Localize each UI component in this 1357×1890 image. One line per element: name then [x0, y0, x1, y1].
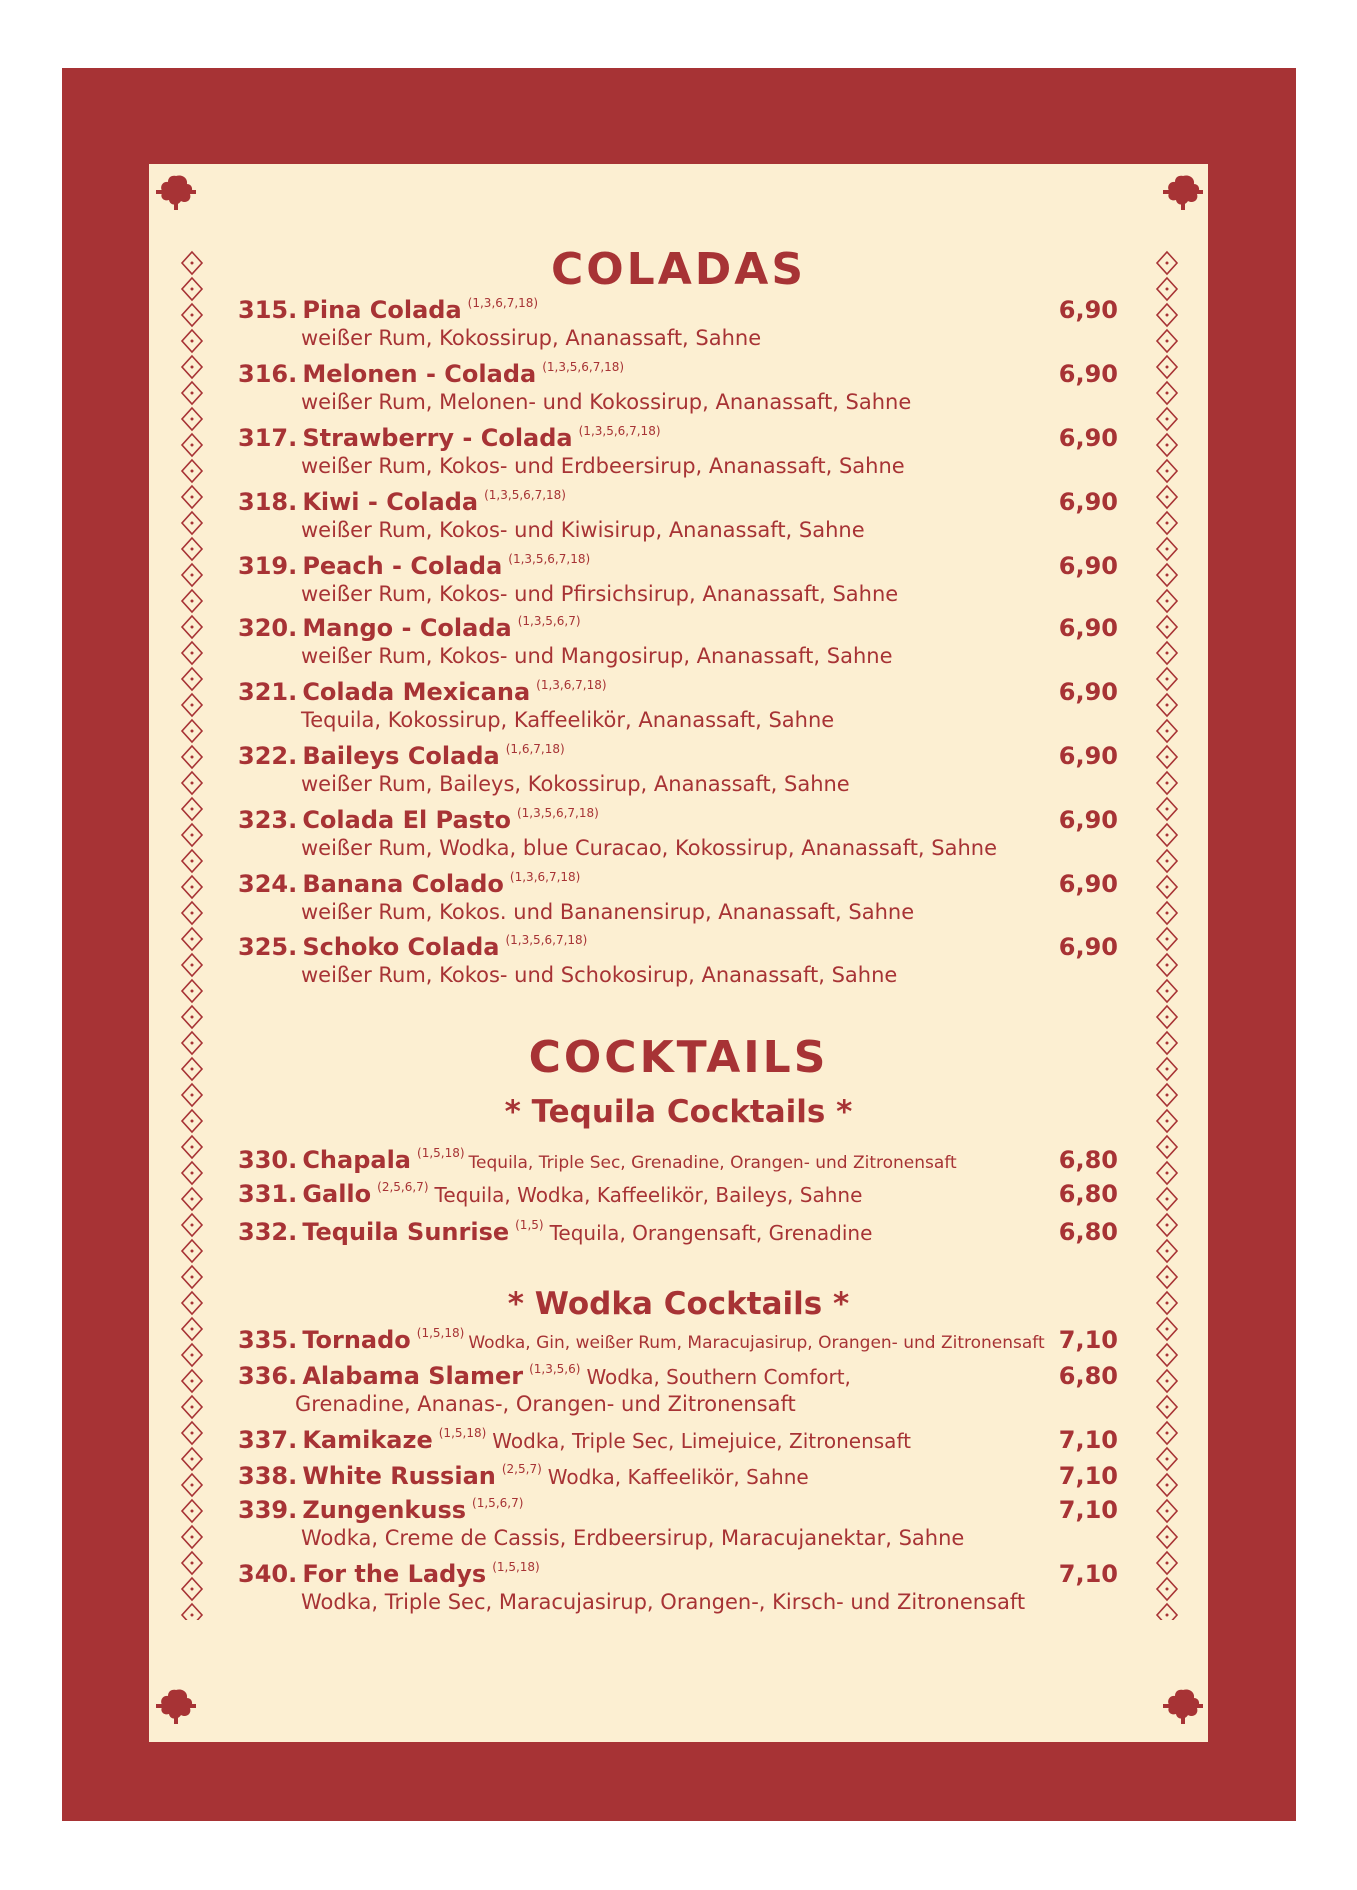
item-name: Baileys Colada	[302, 742, 500, 770]
item-name: Strawberry - Colada	[302, 424, 573, 452]
menu-item-line	[238, 1180, 1118, 1214]
item-name: Colada Mexicana	[302, 678, 531, 706]
item-name: Chapala	[302, 1146, 412, 1174]
menu-item	[238, 870, 1118, 924]
menu-item-line	[238, 1462, 1118, 1496]
menu-item	[238, 296, 1118, 350]
item-number: 317.	[238, 424, 298, 452]
menu-item	[238, 742, 1118, 796]
item-name: For the Ladys	[302, 1560, 487, 1588]
item-name: Mango - Colada	[302, 614, 512, 642]
menu-item-line	[238, 1326, 1118, 1360]
tequila-subheading: * Tequila Cocktails *	[504, 1094, 853, 1130]
allergen-codes: (1,3,5,6,7,18)	[578, 424, 661, 438]
item-description: Grenadine, Ananas-, Orangen- und Zitronensaft	[295, 1392, 796, 1416]
menu-item-line	[238, 933, 1118, 967]
allergen-codes: (1,5,18)	[438, 1426, 487, 1440]
item-description: Tequila, Wodka, Kaffeelikör, Baileys, Sahne	[434, 1183, 863, 1207]
item-number: 319.	[238, 552, 298, 580]
item-price: 6,90	[1058, 806, 1118, 834]
allergen-codes: (1,3,5,6)	[529, 1362, 581, 1376]
menu-item	[238, 1218, 1118, 1252]
item-number: 320.	[238, 614, 298, 642]
item-description: Wodka, Creme de Cassis, Erdbeersirup, Maracujanektar, Sahne	[301, 1526, 965, 1550]
item-description: Wodka, Triple Sec, Limejuice, Zitronensaft	[492, 1429, 911, 1453]
item-description: weißer Rum, Kokos- und Mangosirup, Ananassaft, Sahne	[301, 644, 893, 668]
menu-item-line	[238, 742, 1118, 776]
item-description: weißer Rum, Kokos- und Kiwisirup, Ananassaft, Sahne	[301, 518, 865, 542]
menu-item	[238, 806, 1118, 860]
item-price: 6,80	[1058, 1362, 1118, 1390]
item-number: 337.	[238, 1426, 298, 1454]
item-description: Wodka, Gin, weißer Rum, Maracujasirup, Orangen- und Zitronensaft	[468, 1333, 1045, 1353]
item-description: weißer Rum, Kokos- und Schokosirup, Ananassaft, Sahne	[301, 963, 898, 987]
item-price: 6,80	[1058, 1218, 1118, 1246]
menu-item	[238, 1496, 1118, 1550]
allergen-codes: (1,3,5,6,7,18)	[484, 488, 566, 502]
item-description: weißer Rum, Baileys, Kokossirup, Ananassaft, Sahne	[301, 772, 850, 796]
menu-item-line	[238, 1146, 1118, 1180]
item-description: Wodka, Triple Sec, Maracujasirup, Orangen-, Kirsch- und Zitronensaft	[301, 1590, 1026, 1614]
menu-item	[238, 360, 1118, 414]
item-price: 6,90	[1058, 678, 1118, 706]
allergen-codes: (1,6,7,18)	[505, 742, 565, 756]
item-price: 7,10	[1058, 1462, 1118, 1490]
item-price: 7,10	[1058, 1426, 1118, 1454]
item-number: 340.	[238, 1560, 298, 1588]
menu-item-line	[238, 552, 1118, 586]
item-name: Melonen - Colada	[302, 360, 537, 388]
item-price: 7,10	[1058, 1496, 1118, 1524]
item-price: 6,90	[1058, 424, 1118, 452]
item-price: 6,90	[1058, 552, 1118, 580]
item-name: White Russian	[302, 1462, 496, 1490]
menu-item-line	[238, 1362, 1118, 1396]
allergen-codes: (1,3,6,7,18)	[509, 870, 581, 884]
item-price: 6,90	[1058, 360, 1118, 388]
menu-item-line	[238, 614, 1118, 648]
menu-item-line	[238, 1496, 1118, 1530]
item-number: 325.	[238, 933, 298, 961]
item-price: 6,90	[1058, 933, 1118, 961]
allergen-codes: (1,5,18)	[492, 1560, 540, 1574]
menu-item	[238, 1146, 1118, 1180]
item-number: 322.	[238, 742, 298, 770]
item-name: Alabama Slamer	[302, 1362, 524, 1390]
allergen-codes: (2,5,7)	[501, 1462, 542, 1476]
menu-item	[238, 933, 1118, 987]
item-price: 6,90	[1058, 742, 1118, 770]
item-name: Schoko Colada	[302, 933, 500, 961]
menu-item-line	[238, 296, 1118, 330]
item-number: 330.	[238, 1146, 298, 1174]
item-name: Tequila Sunrise	[302, 1218, 510, 1246]
item-number: 332.	[238, 1218, 298, 1246]
item-description: Tequila, Kokossirup, Kaffeelikör, Ananassaft, Sahne	[301, 708, 835, 732]
allergen-codes: (1,3,5,6,7)	[517, 614, 581, 628]
allergen-codes: (1,5,18)	[417, 1146, 465, 1160]
item-number: 331.	[238, 1180, 298, 1208]
item-name: Kamikaze	[302, 1426, 433, 1454]
menu-item	[238, 614, 1118, 668]
allergen-codes: (1,5,18)	[416, 1326, 465, 1340]
item-description: weißer Rum, Kokos. und Bananensirup, Ananassaft, Sahne	[301, 900, 915, 924]
menu-item-line	[238, 1560, 1118, 1594]
item-description: Tequila, Triple Sec, Grenadine, Orangen- und Zitronensaft	[468, 1153, 957, 1173]
item-description: weißer Rum, Melonen- und Kokossirup, Ananassaft, Sahne	[301, 390, 912, 414]
item-description: weißer Rum, Kokossirup, Ananassaft, Sahne	[301, 326, 762, 350]
menu-item	[238, 424, 1118, 478]
item-number: 315.	[238, 296, 298, 324]
allergen-codes: (1,5)	[515, 1218, 544, 1232]
item-number: 339.	[238, 1496, 298, 1524]
menu-item-line	[238, 424, 1118, 458]
item-price: 6,80	[1058, 1146, 1118, 1174]
menu-item	[238, 678, 1118, 732]
allergen-codes: (1,3,6,7,18)	[536, 678, 607, 692]
menu-item-line	[238, 806, 1118, 840]
menu-item-line	[238, 678, 1118, 712]
item-description: Wodka, Kaffeelikör, Sahne	[547, 1465, 809, 1489]
menu-item	[238, 552, 1118, 606]
item-name: Pina Colada	[302, 296, 462, 324]
item-description: weißer Rum, Kokos- und Erdbeersirup, Ananassaft, Sahne	[301, 454, 905, 478]
allergen-codes: (2,5,6,7)	[377, 1180, 429, 1194]
item-name: Banana Colado	[302, 870, 504, 898]
allergen-codes: (1,5,6,7)	[472, 1496, 524, 1510]
menu-item-line	[238, 1218, 1118, 1252]
item-price: 7,10	[1058, 1560, 1118, 1588]
item-description: weißer Rum, Wodka, blue Curacao, Kokossirup, Ananassaft, Sahne	[301, 836, 998, 860]
item-number: 321.	[238, 678, 298, 706]
allergen-codes: (1,3,5,6,7,18)	[508, 552, 591, 566]
item-number: 335.	[238, 1326, 298, 1354]
item-number: 323.	[238, 806, 298, 834]
item-price: 6,90	[1058, 870, 1118, 898]
item-price: 6,80	[1058, 1180, 1118, 1208]
item-name: Tornado	[302, 1326, 411, 1354]
coladas-heading: COLADAS	[550, 244, 807, 295]
allergen-codes: (1,3,6,7,18)	[467, 296, 539, 310]
item-price: 6,90	[1058, 614, 1118, 642]
item-description: weißer Rum, Kokos- und Pfirsichsirup, Ananassaft, Sahne	[301, 582, 899, 606]
item-name: Gallo	[302, 1180, 372, 1208]
allergen-codes: (1,3,5,6,7,18)	[505, 933, 588, 947]
wodka-subheading: * Wodka Cocktails *	[507, 1286, 850, 1322]
item-number: 336.	[238, 1362, 298, 1390]
menu-item	[238, 1426, 1118, 1460]
cocktails-heading: COCKTAILS	[528, 1032, 829, 1083]
allergen-codes: (1,3,5,6,7,18)	[542, 360, 625, 374]
item-name: Colada El Pasto	[302, 806, 511, 834]
item-number: 324.	[238, 870, 298, 898]
menu-item	[238, 1180, 1118, 1214]
item-number: 338.	[238, 1462, 298, 1490]
menu-item-line	[238, 870, 1118, 904]
item-number: 318.	[238, 488, 298, 516]
item-name: Peach - Colada	[302, 552, 503, 580]
item-number: 316.	[238, 360, 298, 388]
menu-item-line	[238, 360, 1118, 394]
menu-item	[238, 1326, 1118, 1360]
menu-item	[238, 1560, 1118, 1614]
item-price: 6,90	[1058, 296, 1118, 324]
item-description: Wodka, Southern Comfort,	[586, 1365, 851, 1389]
item-name: Zungenkuss	[302, 1496, 467, 1524]
item-price: 6,90	[1058, 488, 1118, 516]
menu-item	[238, 488, 1118, 542]
item-name: Kiwi - Colada	[302, 488, 479, 516]
menu-item	[238, 1462, 1118, 1496]
menu-item-line	[238, 488, 1118, 522]
menu-item	[238, 1362, 1118, 1416]
menu-item-line	[238, 1426, 1118, 1460]
allergen-codes: (1,3,5,6,7,18)	[516, 806, 599, 820]
item-description: Tequila, Orangensaft, Grenadine	[549, 1221, 873, 1245]
item-price: 7,10	[1058, 1326, 1118, 1354]
